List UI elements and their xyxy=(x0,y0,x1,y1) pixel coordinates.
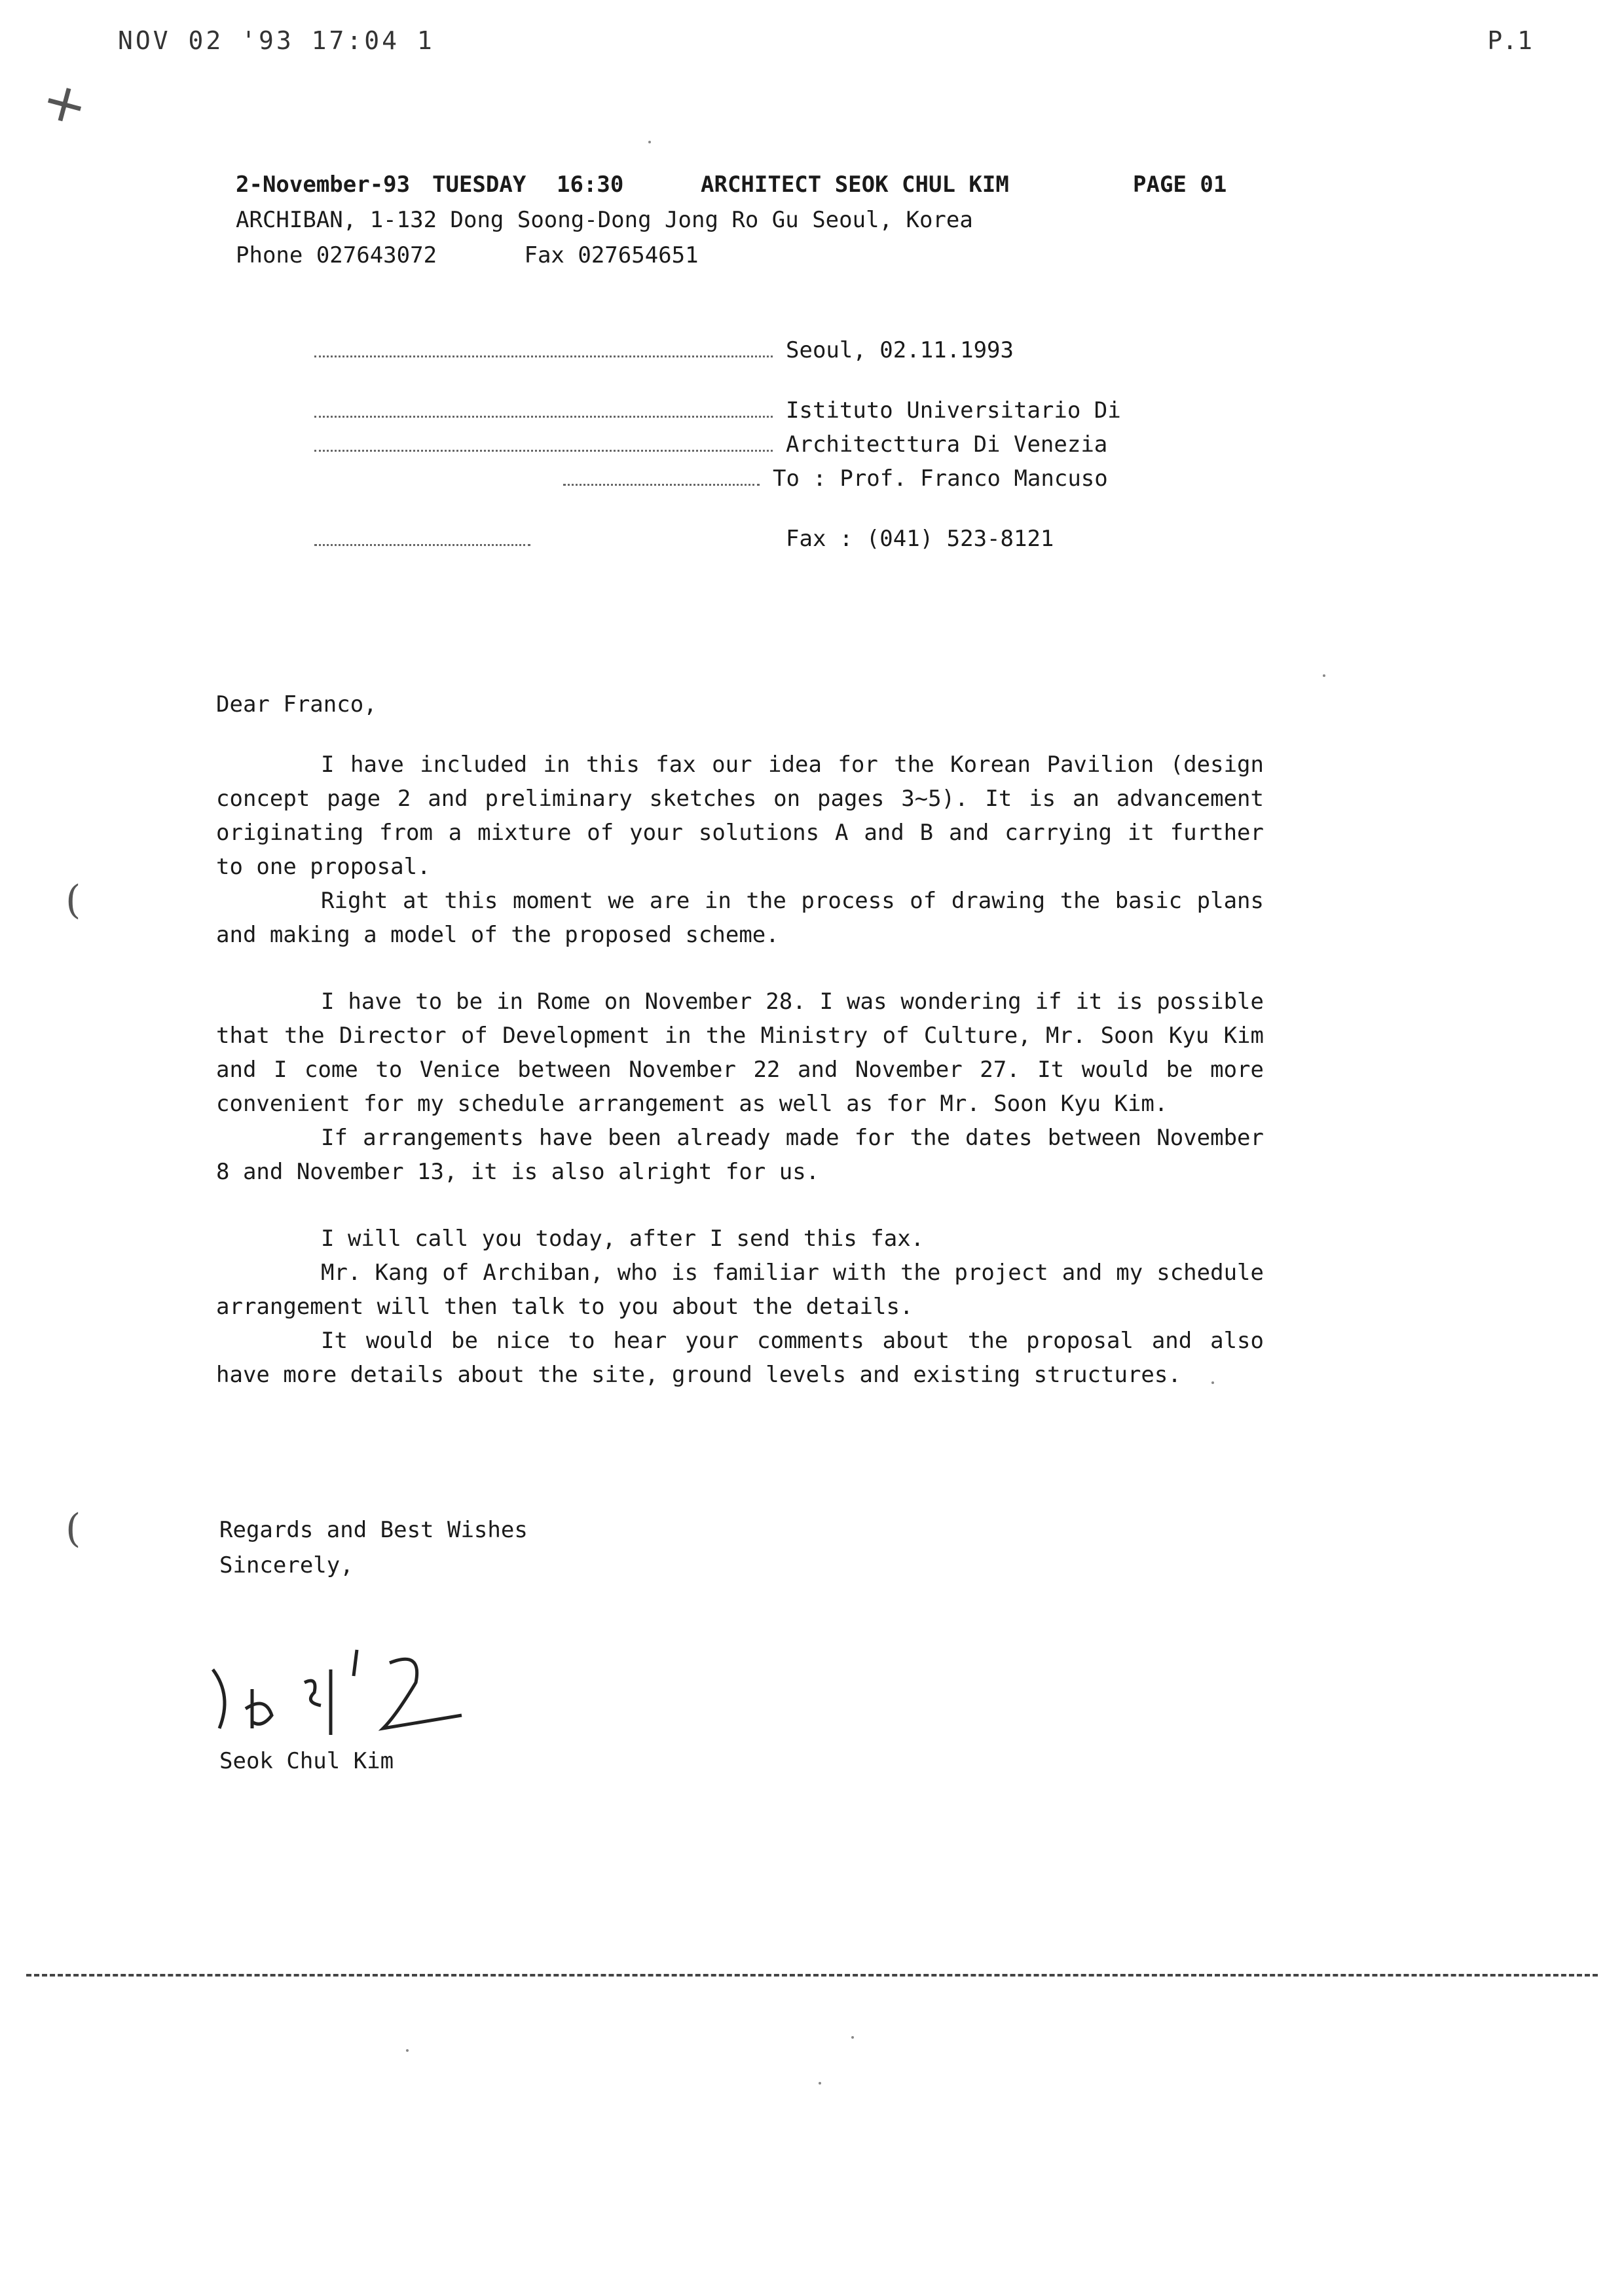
closing-sincerely: Sincerely, xyxy=(219,1552,354,1578)
scan-speck xyxy=(648,141,651,143)
scan-speck xyxy=(819,2082,821,2085)
letterhead-page: PAGE 01 xyxy=(1133,172,1227,198)
recipient-row xyxy=(314,526,1121,560)
dotted-line xyxy=(314,437,773,452)
letter-body xyxy=(216,687,1264,1392)
fax-page-marker: P.1 xyxy=(1487,26,1532,55)
letterhead-time: 16:30 xyxy=(557,172,624,198)
letterhead-sender: ARCHITECT SEOK CHUL KIM xyxy=(701,172,1009,198)
handwritten-signature xyxy=(206,1630,494,1741)
letterhead-phone: Phone 027643072 xyxy=(236,242,437,268)
punch-hole-mark: ( xyxy=(65,1506,81,1552)
dotted-line xyxy=(563,471,760,486)
scan-speck xyxy=(1211,1381,1214,1384)
closing xyxy=(219,1512,528,1583)
dotted-line xyxy=(314,531,530,546)
recipient-row xyxy=(314,397,1121,431)
dotted-line xyxy=(314,342,773,357)
recipient-fax: Fax : (041) 523-8121 xyxy=(786,526,1054,552)
closing-regards: Regards and Best Wishes xyxy=(219,1517,528,1543)
signer-name: Seok Chul Kim xyxy=(219,1748,394,1774)
scan-speck xyxy=(1323,674,1325,677)
salutation: Dear Franco, xyxy=(216,691,377,718)
paragraph: I have included in this fax our idea for the Korean Pavilion (design concept page 2 and preliminary sketches on pages 3~5). It is an advancement originating from a mixture of your solutions A and B and carrying it further to one proposal. xyxy=(216,752,1264,880)
recipient-row xyxy=(314,337,1121,371)
fax-cut-line xyxy=(26,1974,1598,1977)
punch-hole-mark: ( xyxy=(65,877,81,923)
paragraph: Right at this moment we are in the process of drawing the basic plans and making a model of the proposed scheme. xyxy=(216,888,1264,948)
paragraph: If arrangements have been already made for the dates between November 8 and November 13, it is also alright for us. xyxy=(216,1125,1264,1185)
dotted-line xyxy=(314,403,773,418)
handwritten-mark: ✕ xyxy=(35,72,96,139)
paragraph: Mr. Kang of Archiban, who is familiar with the project and my schedule arrangement will then talk to you about the details. xyxy=(216,1260,1264,1320)
letterhead-contact xyxy=(236,238,1283,273)
recipient-block xyxy=(314,337,1121,560)
letterhead-day: TUESDAY xyxy=(432,172,526,198)
fax-transmission-header: NOV 02 '93 17:04 1 xyxy=(118,26,435,55)
letterhead-top-row xyxy=(236,167,1283,202)
recipient-name: To : Prof. Franco Mancuso xyxy=(773,465,1108,492)
recipient-institution: Istituto Universitario Di xyxy=(786,397,1121,424)
recipient-row xyxy=(314,465,1121,500)
letterhead-address: ARCHIBAN, 1-132 Dong Soong-Dong Jong Ro Gu Seoul, Korea xyxy=(236,207,973,233)
scan-speck xyxy=(406,2049,409,2052)
letterhead-fax: Fax 027654651 xyxy=(524,242,699,268)
paragraph: I have to be in Rome on November 28. I was wondering if it is possible that the Director of Development in the Ministry of Culture, Mr. Soon Kyu Kim and I come to Venice between November 22 and November 27. It would be more convenient for my schedule arrangement as well as for Mr. Soon Kyu Kim. xyxy=(216,989,1264,1117)
letterhead xyxy=(236,167,1283,273)
scan-speck xyxy=(851,2036,854,2039)
letterhead-date: 2-November-93 xyxy=(236,172,411,198)
place-date: Seoul, 02.11.1993 xyxy=(786,337,1014,363)
paragraph: It would be nice to hear your comments about the proposal and also have more details about the site, ground levels and existing structures. xyxy=(216,1328,1264,1388)
recipient-row xyxy=(314,431,1121,465)
recipient-institution-cont: Architecttura Di Venezia xyxy=(786,431,1108,458)
paragraph: I will call you today, after I send this fax. xyxy=(321,1226,925,1252)
